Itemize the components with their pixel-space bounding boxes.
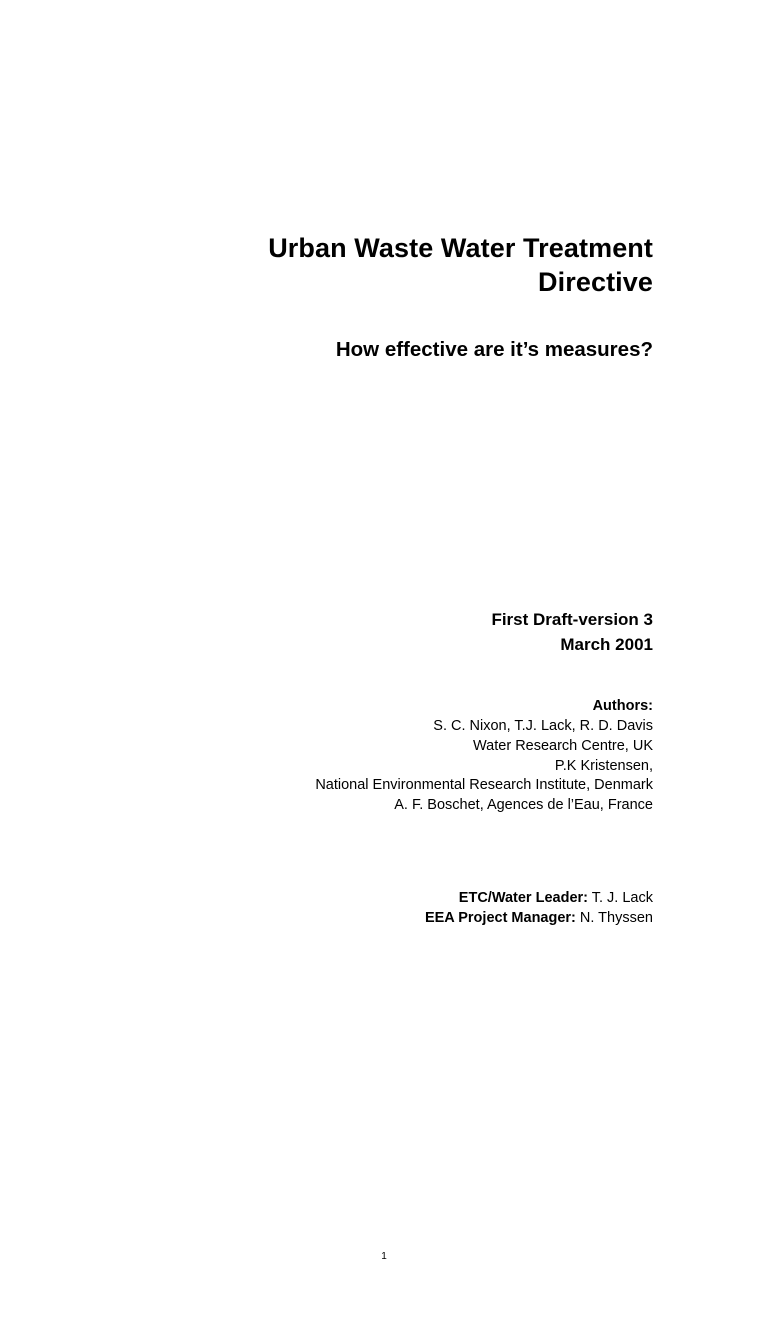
page-subtitle: How effective are it’s measures? (335, 337, 653, 361)
page-title (115, 232, 653, 300)
roles-block (115, 888, 653, 929)
author-line: National Environmental Research Institute, Denmark (315, 777, 653, 794)
page-number: 1 (381, 1251, 387, 1262)
role-value: T. J. Lack (587, 889, 653, 906)
document-page (0, 232, 768, 1318)
page-title-line-1: Urban Waste Water Treatment (268, 233, 653, 263)
role-value: N. Thyssen (575, 910, 653, 927)
author-line: A. F. Boschet, Agences de l’Eau, France (394, 797, 653, 813)
version-block (115, 608, 653, 657)
role-row (115, 888, 653, 908)
page-title-line-2: Directive (538, 266, 653, 297)
draft-version: First Draft-version 3 (491, 610, 653, 630)
authors-block (115, 697, 653, 815)
author-line: S. C. Nixon, T.J. Lack, R. D. Davis (433, 718, 653, 735)
title-block (115, 232, 653, 362)
publication-date: March 2001 (560, 634, 653, 654)
authors-heading: Authors: (592, 698, 653, 715)
role-label: ETC/Water Leader: (458, 889, 588, 906)
role-label: EEA Project Manager: (424, 910, 576, 927)
role-row (115, 908, 653, 928)
author-line: Water Research Centre, UK (473, 737, 653, 754)
author-line: P.K Kristensen, (554, 757, 653, 774)
